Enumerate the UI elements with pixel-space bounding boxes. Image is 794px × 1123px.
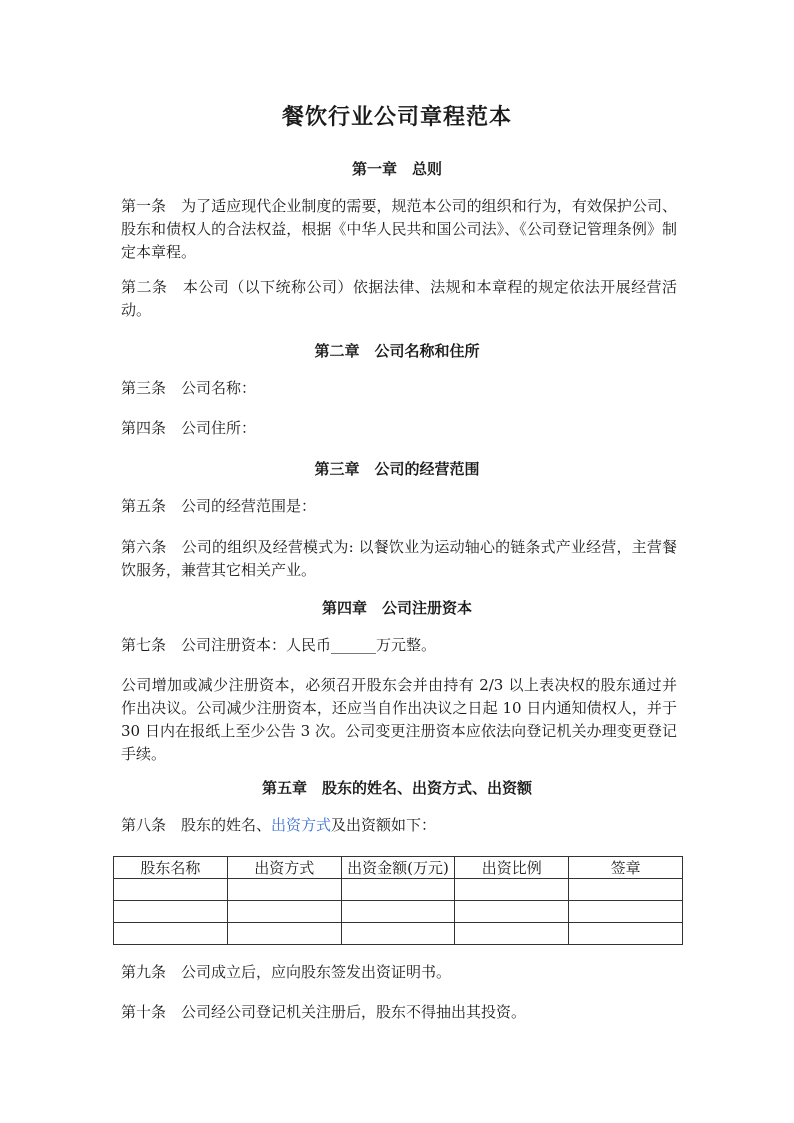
- article-5: 第五条 公司的经营范围是：: [121, 497, 317, 515]
- table-row: [114, 901, 683, 923]
- table-cell: [569, 923, 683, 945]
- article-4: 第四条 公司住所：: [121, 419, 257, 437]
- header-contribution-ratio: 出资比例: [455, 857, 569, 879]
- table-cell: [569, 879, 683, 901]
- article-2: 第二条 本公司（以下统称公司）依据法律、法规和本章程的规定依法开展经营活动。: [121, 278, 677, 319]
- article-10: 第十条 公司经公司登记机关注册后，股东不得抽出其投资。: [121, 1003, 527, 1021]
- article-6: 第六条 公司的组织及经营模式为: 以餐饮业为运动轴心的链条式产业经营，主营餐饮服务，兼营其它相关产业。: [121, 538, 677, 579]
- table-cell: [455, 923, 569, 945]
- table-cell: [569, 901, 683, 923]
- chapter-4-heading: 第四章 公司注册资本: [321, 599, 472, 617]
- header-shareholder-name: 股东名称: [114, 857, 228, 879]
- article-9: 第九条 公司成立后，应向股东签发出资证明书。: [121, 963, 452, 981]
- chapter-1-heading: 第一章 总则: [351, 160, 442, 178]
- article-8-suffix: 及出资额如下：: [331, 816, 437, 834]
- table-cell: [114, 923, 228, 945]
- table-cell: [227, 879, 341, 901]
- article-3: 第三条 公司名称：: [121, 379, 257, 397]
- capital-change-note: 公司增加或减少注册资本，必须召开股东会并由持有 2/3 以上表决权的股东通过并作出决议。公司减少注册资本，还应当自作出决议之日起 10 日内通知债权人，并于 30 日内在报纸上至少公告 3 次。公司变更注册资本应依法向登记机关办理变更登记手续。: [121, 676, 677, 763]
- document-title: 餐饮行业公司章程范本: [281, 104, 512, 130]
- table-cell: [114, 879, 228, 901]
- capital-method-link[interactable]: 出资方式: [271, 816, 332, 834]
- article-8-prefix: 第八条 股东的姓名、: [121, 816, 272, 834]
- article-8: [121, 814, 677, 837]
- article-7: 第七条 公司注册资本：人民币______万元整。: [121, 636, 437, 654]
- header-signature: 签章: [569, 857, 683, 879]
- header-contribution-amount: 出资金额(万元): [341, 857, 455, 879]
- table-header-row: [114, 857, 683, 879]
- table-cell: [455, 879, 569, 901]
- table-cell: [455, 901, 569, 923]
- table-cell: [114, 901, 228, 923]
- chapter-3-heading: 第三章 公司的经营范围: [314, 460, 480, 478]
- shareholder-table: [113, 856, 683, 945]
- header-contribution-method: 出资方式: [227, 857, 341, 879]
- table-cell: [227, 901, 341, 923]
- table-cell: [341, 901, 455, 923]
- table-row: [114, 923, 683, 945]
- table-cell: [341, 923, 455, 945]
- article-1: 第一条 为了适应现代企业制度的需要，规范本公司的组织和行为，有效保护公司、股东和债权人的合法权益，根据《中华人民共和国公司法》、《公司登记管理条例》制定本章程。: [121, 197, 677, 261]
- table-row: [114, 879, 683, 901]
- chapter-2-heading: 第二章 公司名称和住所: [314, 342, 480, 360]
- table-cell: [227, 923, 341, 945]
- table-cell: [341, 879, 455, 901]
- chapter-5-heading: 第五章 股东的姓名、出资方式、出资额: [261, 779, 532, 797]
